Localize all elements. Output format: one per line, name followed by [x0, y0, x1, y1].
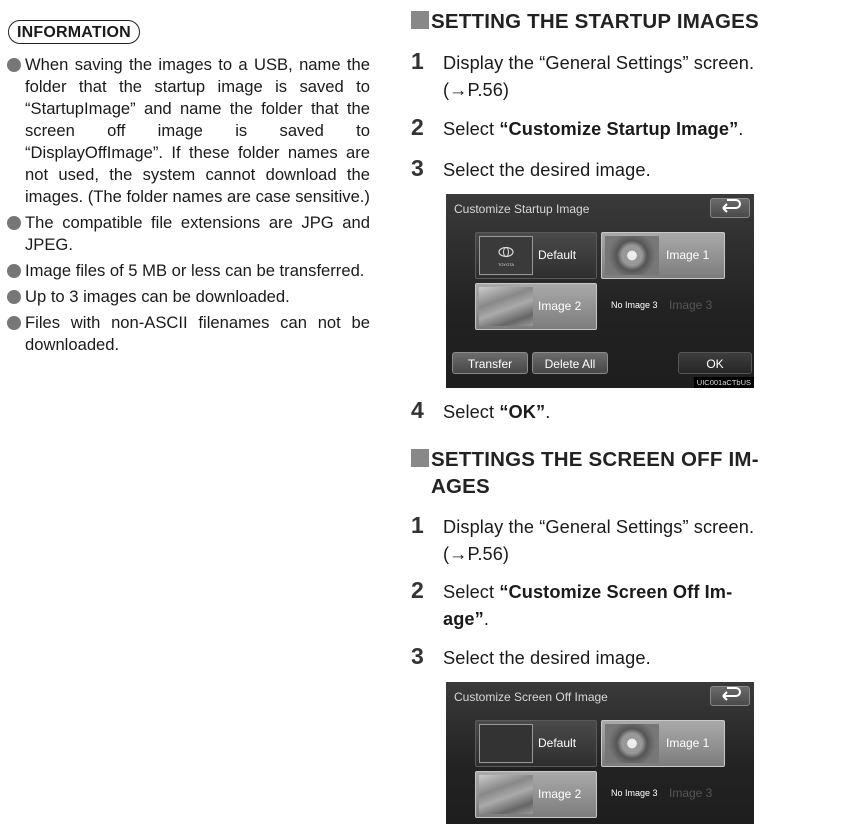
transfer-button[interactable]: Transfer	[452, 352, 528, 374]
page-reference: (→P.56)	[443, 544, 510, 564]
tile-label: Image 1	[666, 248, 710, 262]
image-2-tile[interactable]	[475, 283, 597, 330]
screen-title: Customize Screen Off Image	[454, 690, 608, 704]
back-button[interactable]	[710, 198, 750, 218]
no-image-3-tile	[601, 283, 725, 330]
back-button[interactable]	[710, 686, 750, 706]
step-instruction: Select the desired image.	[443, 648, 651, 668]
step-bold: “Customize Screen Off Im-	[499, 582, 733, 602]
info-bullet: Image files of 5 MB or less can be transferred.	[6, 260, 370, 282]
blank-thumbnail	[479, 724, 533, 763]
section-heading-startup	[411, 8, 811, 35]
step-number: 2	[411, 114, 424, 140]
image-1-tile[interactable]	[601, 720, 725, 767]
step-number: 1	[411, 48, 424, 74]
step-instruction: Select the desired image.	[443, 160, 651, 180]
ok-button[interactable]: OK	[678, 352, 752, 374]
step-text	[443, 399, 791, 426]
heading-text-line2: AGES	[431, 475, 490, 498]
figure-code: UIC001aCTbUS	[694, 377, 754, 388]
heading-text: SETTING THE STARTUP IMAGES	[431, 10, 759, 33]
step-number: 2	[411, 577, 424, 603]
bird-thumbnail	[479, 287, 533, 326]
info-bullet: Files with non-ASCII filenames can not be downloaded.	[6, 312, 370, 356]
tile-label: No Image 3	[611, 300, 658, 310]
customize-screen-off-screen	[446, 682, 754, 824]
step-post: .	[545, 402, 551, 422]
tile-label: Default	[538, 736, 577, 750]
flower-thumbnail	[605, 236, 659, 275]
info-bullet: Up to 3 images can be downloaded.	[6, 286, 370, 308]
heading-square-icon	[411, 11, 429, 29]
customize-startup-screen	[446, 194, 754, 388]
return-arrow-icon	[711, 687, 749, 705]
image-2-tile[interactable]	[475, 771, 597, 818]
tile-label: Image 1	[666, 736, 710, 750]
step-text	[443, 514, 791, 568]
step-post: .	[483, 609, 489, 629]
step-bold: age”	[443, 609, 484, 629]
step-text	[443, 116, 791, 143]
step-number: 1	[411, 512, 424, 538]
step-pre: Select	[443, 402, 500, 422]
tile-label: Image 2	[538, 787, 582, 801]
information-list	[6, 54, 370, 360]
toyota-logo	[479, 236, 533, 275]
heading-text-line1: SETTINGS THE SCREEN OFF IM-	[431, 448, 759, 471]
page-reference: (→P.56)	[443, 80, 510, 100]
tile-label: Default	[538, 248, 577, 262]
bird-thumbnail	[479, 775, 533, 814]
step-pre: Select	[443, 582, 500, 602]
heading-square-icon	[411, 449, 429, 467]
flower-thumbnail	[605, 724, 659, 763]
step-number: 4	[411, 397, 424, 423]
logo-text: TOYOTA	[497, 262, 515, 267]
tile-label-disabled: Image 3	[669, 786, 713, 800]
tile-label-disabled: Image 3	[669, 298, 713, 312]
toyota-logo-icon	[480, 237, 532, 274]
step-post: .	[738, 119, 744, 139]
return-arrow-icon	[711, 199, 749, 217]
tile-label: Image 2	[538, 299, 582, 313]
image-grid	[475, 232, 725, 338]
step-number: 3	[411, 643, 424, 669]
step-instruction: Display the “General Settings” screen.	[443, 53, 755, 73]
tile-label: No Image 3	[611, 788, 658, 798]
information-badge: INFORMATION	[8, 20, 140, 44]
section-heading-screen-off	[411, 446, 793, 500]
step-text	[443, 579, 791, 633]
image-1-tile[interactable]	[601, 232, 725, 279]
step-bold: “OK”	[499, 402, 546, 422]
step-number: 3	[411, 155, 424, 181]
step-bold: “Customize Startup Image”	[499, 119, 739, 139]
screen-title: Customize Startup Image	[454, 202, 590, 216]
step-instruction: Display the “General Settings” screen.	[443, 517, 755, 537]
default-image-tile[interactable]	[475, 720, 597, 767]
delete-all-button[interactable]: Delete All	[532, 352, 608, 374]
no-image-3-tile	[601, 771, 725, 818]
image-grid	[475, 720, 725, 824]
info-bullet: When saving the images to a USB, name the folder that the startup image is saved to “StartupImage” and name the folder that the screen off image is saved to “DisplayOffImage”. If these folder names are not used, the system cannot download the images. (The folder names are case sensitive.)	[6, 54, 370, 208]
step-text	[443, 50, 791, 104]
step-pre: Select	[443, 119, 500, 139]
info-bullet: The compatible file extensions are JPG and JPEG.	[6, 212, 370, 256]
default-image-tile[interactable]	[475, 232, 597, 279]
